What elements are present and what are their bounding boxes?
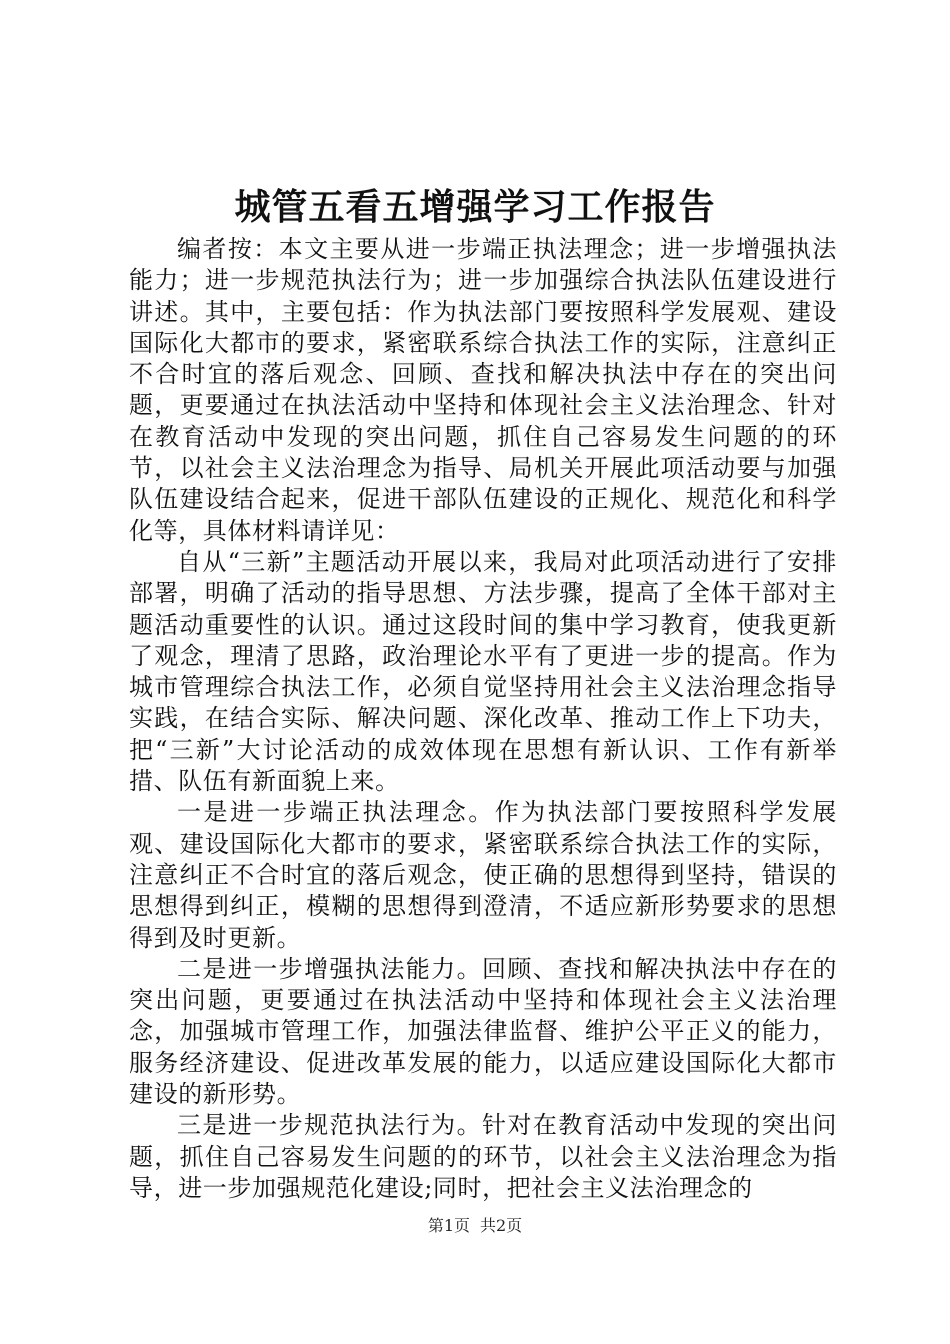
paragraph-point-three: 三是进一步规范执法行为。针对在教育活动中发现的突出问题，抓住自己容易发生问题的的环节，以社会主义法治理念为指导，进一步加强规范化建设;同时，把社会主义法治理念的: [129, 1111, 837, 1202]
paragraph-editor-note: 编者按：本文主要从进一步端正执法理念；进一步增强执法能力；进一步规范执法行为；进一步加强综合执法队伍建设进行讲述。其中，主要包括：作为执法部门要按照科学发展观、建设国际化大都市的要求，紧密联系综合执法工作的实际，注意纠正不合时宜的落后观念、回顾、查找和解决执法中存在的突出问题，更要通过在执法活动中坚持和体现社会主义法治理念、针对在教育活动中发现的突出问题，抓住自己容易发生问题的的环节，以社会主义法治理念为指导、局机关开展此项活动要与加强队伍建设结合起来，促进干部队伍建设的正规化、规范化和科学化等，具体材料请详见：: [129, 235, 837, 545]
paragraph-point-two: 二是进一步增强执法能力。回顾、查找和解决执法中存在的突出问题，更要通过在执法活动中坚持和体现社会主义法治理念，加强城市管理工作，加强法律监督、维护公平正义的能力，服务经济建设、促进改革发展的能力，以适应建设国际化大都市建设的新形势。: [129, 954, 837, 1109]
document-title: 城管五看五增强学习工作报告: [234, 186, 716, 228]
page-number: 第1页: [427, 1216, 470, 1235]
paragraph-point-one: 一是进一步端正执法理念。作为执法部门要按照科学发展观、建设国际化大都市的要求，紧密联系综合执法工作的实际，注意纠正不合时宜的落后观念，使正确的思想得到坚持，错误的思想得到纠正，模糊的思想得到澄清，不适应新形势要求的思想得到及时更新。: [129, 798, 837, 952]
document-body: [129, 234, 837, 1204]
paragraph-intro: 自从“三新”主题活动开展以来，我局对此项活动进行了安排部署，明确了活动的指导思想、方法步骤，提高了全体干部对主题活动重要性的认识。通过这段时间的集中学习教育，使我更新了观念，理清了思路，政治理论水平有了更进一步的提高。作为城市管理综合执法工作，必须自觉坚持用社会主义法治理念指导实践，在结合实际、解决问题、深化改革、推动工作上下功夫，把“三新”大讨论活动的成效体现在思想有新认识、工作有新举措、队伍有新面貌上来。: [129, 547, 837, 796]
page-total: 共2页: [480, 1216, 523, 1235]
page-footer: [0, 1214, 950, 1238]
